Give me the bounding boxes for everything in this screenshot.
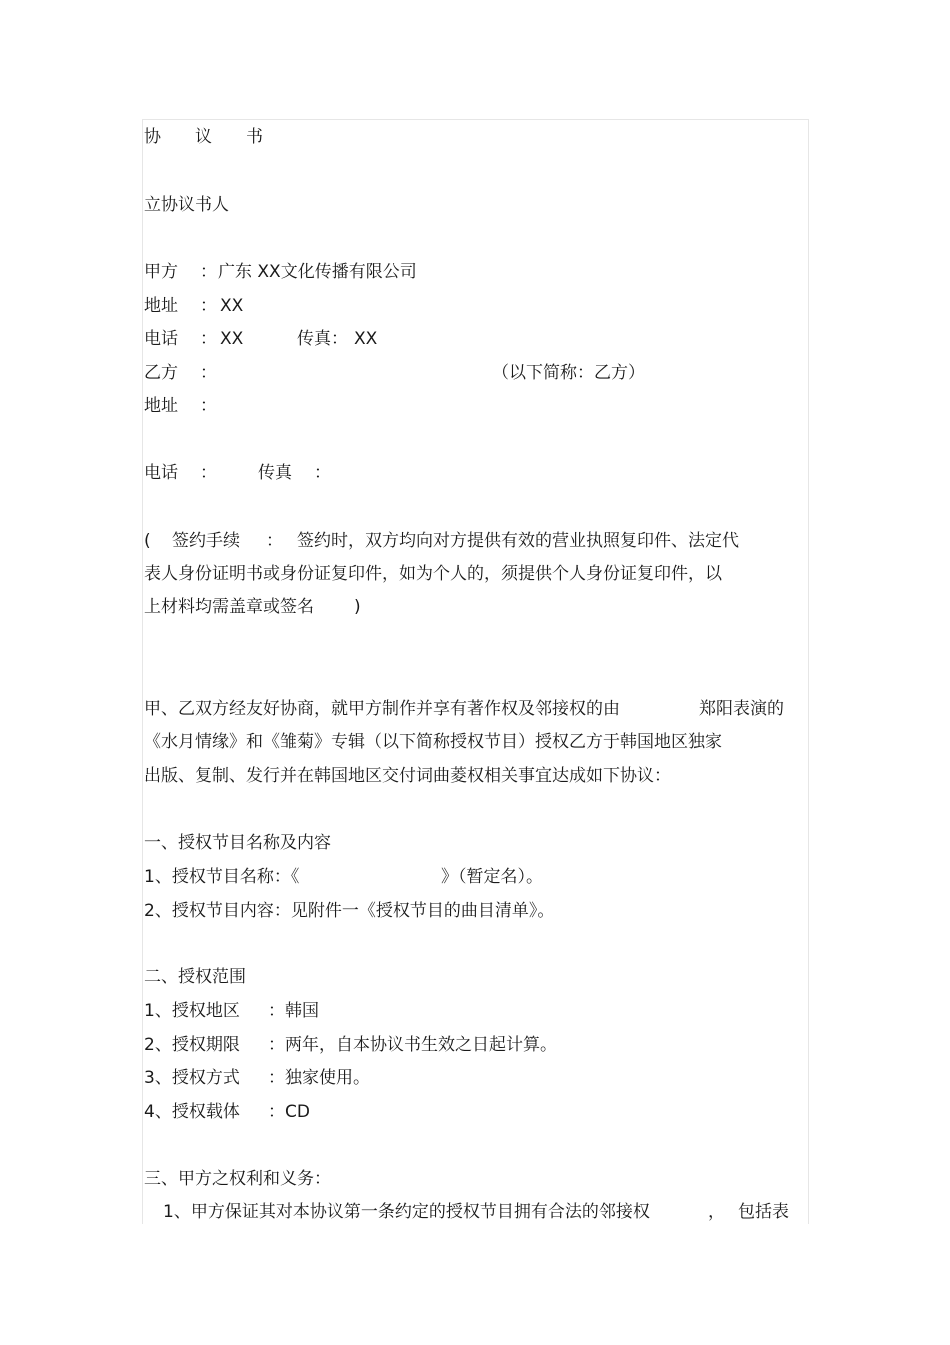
section1-item2: 2、授权节目内容：见附件一《授权节目的曲目清单》。: [144, 901, 555, 921]
signer-heading: 立协议书人: [144, 195, 229, 215]
intro-line2: 《水月情缘》和《雏菊》专辑（以下简称授权节目）授权乙方于韩国地区独家: [144, 732, 722, 752]
section1-item1-close: 》（暂定名）。: [441, 867, 543, 887]
intro-line3: 出版、复制、发行并在韩国地区交付词曲菱权相关事宜达成如下协议：: [144, 766, 671, 786]
section3-heading: 三、甲方之权利和义务：: [144, 1169, 331, 1189]
party-b-address-colon: ：: [200, 396, 217, 416]
party-a-fax-value: XX: [354, 329, 378, 349]
signing-open-paren: (: [144, 531, 151, 551]
party-b-short-name: （以下简称：乙方）: [492, 363, 645, 383]
party-b-address-label: 地址: [144, 396, 178, 416]
party-a-fax-label: 传真：: [297, 329, 348, 349]
party-b-phone-label: 电话: [144, 463, 178, 483]
signing-colon: ：: [266, 531, 283, 551]
party-a-name: 广东 XX文化传播有限公司: [218, 262, 417, 282]
party-a-phone-label: 电话: [144, 329, 178, 349]
party-b-fax-colon: ：: [314, 463, 331, 483]
signing-label: 签约手续: [172, 531, 240, 551]
signing-close-paren: ): [354, 597, 361, 617]
section3-item1-continued: 包括表: [738, 1202, 789, 1222]
party-b-colon: ：: [200, 363, 217, 383]
party-b-label: 乙方: [144, 363, 178, 383]
party-a-address-colon: ：: [200, 296, 217, 316]
party-b-phone-colon: ：: [200, 463, 217, 483]
party-a-colon: ：: [200, 262, 217, 282]
section2-item3-label: 3、授权方式: [144, 1068, 240, 1088]
document-title: 协 议 书: [144, 127, 263, 147]
section2-item4-label: 4、授权载体: [144, 1102, 240, 1122]
section2-item3-value: ：独家使用。: [268, 1068, 370, 1088]
signing-text-line3: 上材料均需盖章或签名: [144, 597, 314, 617]
party-a-phone-colon: ：: [200, 329, 217, 349]
page-frame: [142, 119, 809, 1224]
section2-heading: 二、授权范围: [144, 967, 246, 987]
party-a-address-value: XX: [220, 296, 244, 316]
section1-item1-label: 1、授权节目名称：《: [144, 867, 300, 887]
party-a-phone-value: XX: [220, 329, 244, 349]
signing-text-line1: 签约时，双方均向对方提供有效的营业执照复印件、法定代: [297, 531, 739, 551]
section3-item1-comma: ，: [708, 1202, 725, 1222]
section2-item1-label: 1、授权地区: [144, 1001, 240, 1021]
section2-item2-label: 2、授权期限: [144, 1035, 240, 1055]
intro-line1-performer: 郑阳表演的: [699, 699, 784, 719]
section2-item1-value: ：韩国: [268, 1001, 319, 1021]
intro-line1: 甲、乙双方经友好协商，就甲方制作并享有著作权及邻接权的由: [144, 699, 620, 719]
party-a-label: 甲方: [144, 262, 178, 282]
section3-item1: 1、甲方保证其对本协议第一条约定的授权节目拥有合法的邻接权: [163, 1202, 650, 1222]
section2-item4-value: ：CD: [268, 1102, 310, 1122]
section1-heading: 一、授权节目名称及内容: [144, 833, 331, 853]
signing-text-line2: 表人身份证明书或身份证复印件，如为个人的，须提供个人身份证复印件，以: [144, 564, 722, 584]
party-a-address-label: 地址: [144, 296, 178, 316]
party-b-fax-label: 传真: [258, 463, 292, 483]
section2-item2-value: ：两年，自本协议书生效之日起计算。: [268, 1035, 557, 1055]
